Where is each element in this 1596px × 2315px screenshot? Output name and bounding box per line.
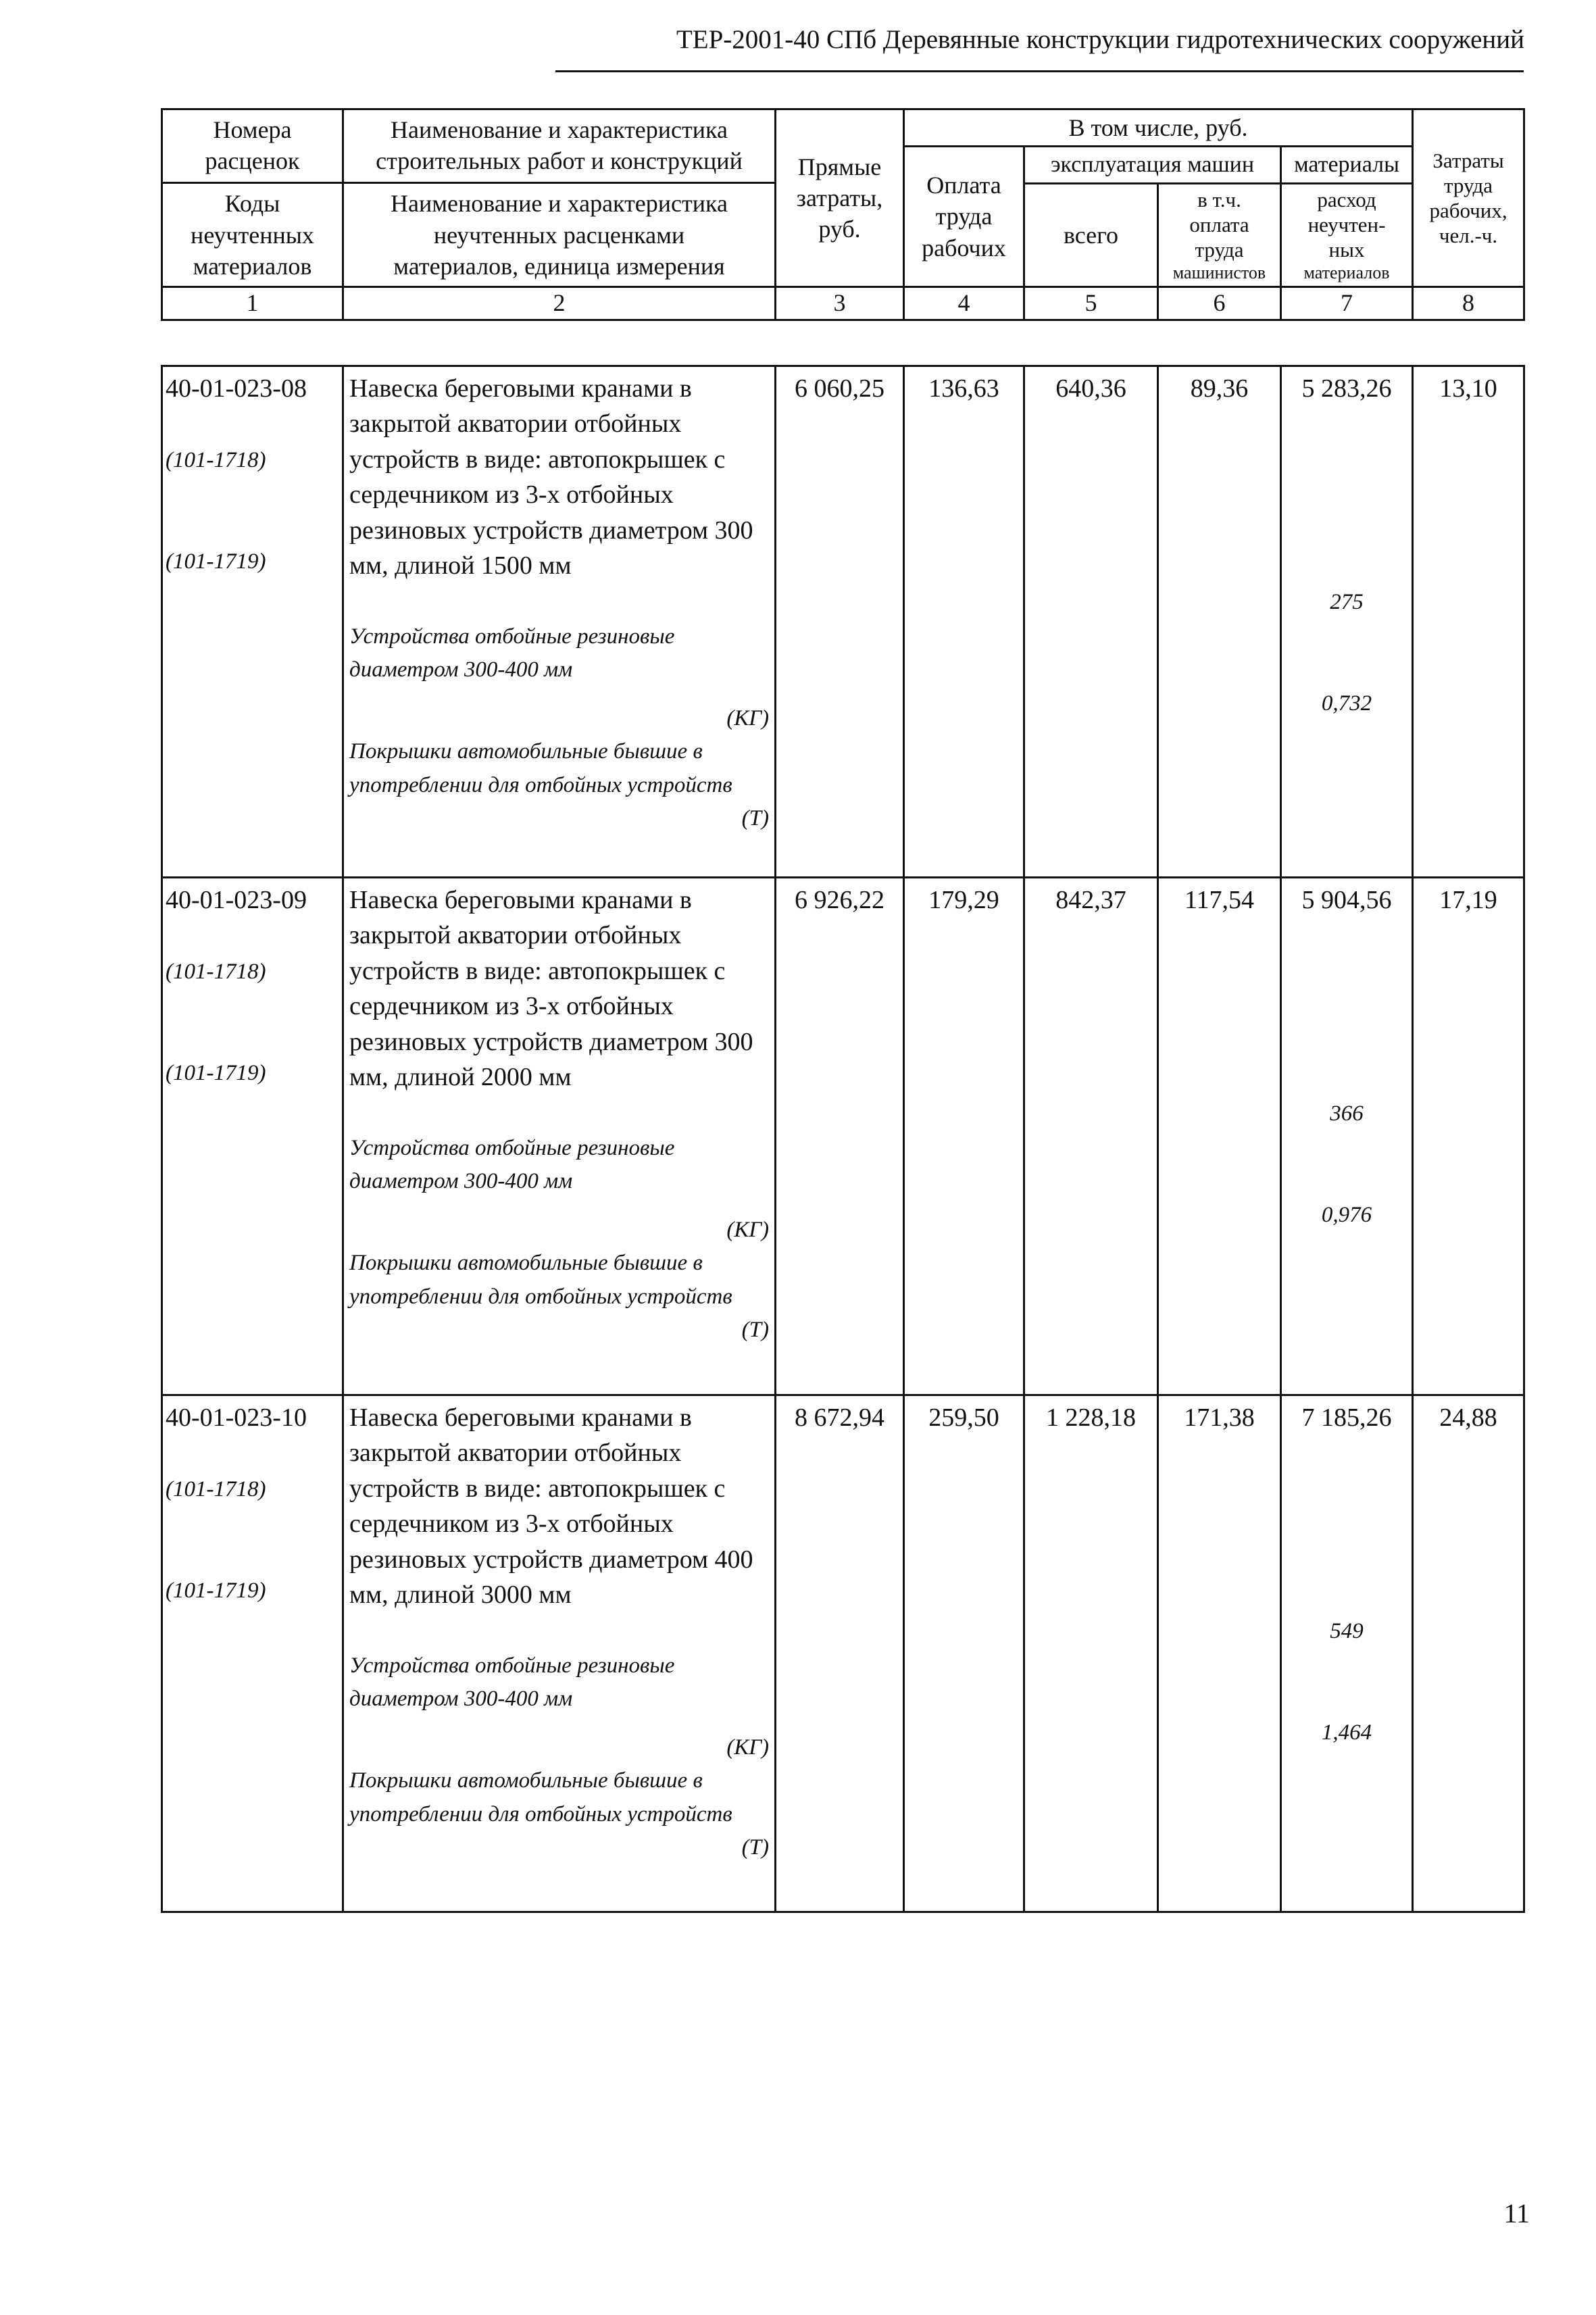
rate-name: Навеска береговыми кранами в закрытой акватории отбойных устройств в виде: автопокрышек с сердечником из 3-х отбойных резиновых устройств диаметром 300 мм, длиной 1500 мм bbox=[349, 374, 753, 580]
rate-name: Навеска береговыми кранами в закрытой акватории отбойных устройств в виде: автопокрышек с сердечником из 3-х отбойных резиновых устройств диаметром 300 мм, длиной 2000 мм bbox=[349, 886, 753, 1092]
labor-pay: 259,50 bbox=[904, 1395, 1024, 1912]
machinists-pay: 89,36 bbox=[1158, 366, 1281, 878]
labor-pay: 179,29 bbox=[904, 878, 1024, 1395]
material-name: Покрышки автомобильные бывшие в употреблении для отбойных устройств bbox=[349, 739, 732, 797]
material-unit: (КГ) bbox=[726, 705, 769, 730]
rate-description-cell bbox=[343, 366, 776, 878]
materials-cell bbox=[1281, 366, 1413, 878]
page-number: 11 bbox=[1503, 2198, 1530, 2229]
labor-hours: 24,88 bbox=[1413, 1395, 1524, 1912]
column-number: 1 bbox=[162, 287, 343, 320]
direct-costs: 8 672,94 bbox=[776, 1395, 904, 1912]
material-amount: 366 bbox=[1330, 1101, 1364, 1126]
header-col-name: Наименование и характеристика строительных работ и конструкций Наименование и характеристика неучтенных расценками материалов, единица измерения bbox=[343, 109, 776, 287]
labor-pay: 136,63 bbox=[904, 366, 1024, 878]
machines-total: 640,36 bbox=[1024, 366, 1158, 878]
table-row bbox=[162, 878, 1524, 1395]
header-col-direct: Прямые затраты, руб. bbox=[776, 109, 904, 287]
materials-cost: 5 904,56 bbox=[1301, 886, 1392, 914]
materials-cell bbox=[1281, 878, 1413, 1395]
materials-cell bbox=[1281, 1395, 1413, 1912]
rate-code-cell bbox=[162, 366, 343, 878]
material-name: Покрышки автомобильные бывшие в употреблении для отбойных устройств bbox=[349, 1251, 732, 1309]
table-header bbox=[161, 108, 1525, 321]
labor-hours: 17,19 bbox=[1413, 878, 1524, 1395]
header-col-machinists: в т.ч. оплата труда машинистов bbox=[1158, 184, 1281, 287]
rates-table bbox=[161, 365, 1525, 1913]
material-name: Устройства отбойные резиновые диаметром 300-400 мм bbox=[349, 1135, 675, 1194]
material-amount: 1,464 bbox=[1321, 1720, 1372, 1745]
material-code: (101-1719) bbox=[166, 549, 266, 574]
rate-code-cell bbox=[162, 1395, 343, 1912]
column-number: 5 bbox=[1024, 287, 1158, 320]
material-amount: 0,976 bbox=[1321, 1202, 1372, 1227]
material-amount: 0,732 bbox=[1321, 691, 1372, 716]
header-group-including: В том числе, руб. bbox=[904, 109, 1413, 147]
column-number: 3 bbox=[776, 287, 904, 320]
materials-cost: 7 185,26 bbox=[1301, 1403, 1392, 1432]
header-col-machines-total: всего bbox=[1024, 184, 1158, 287]
material-code: (101-1718) bbox=[166, 448, 266, 473]
material-name: Устройства отбойные резиновые диаметром 300-400 мм bbox=[349, 624, 675, 682]
material-name: Устройства отбойные резиновые диаметром 300-400 мм bbox=[349, 1653, 675, 1712]
machinists-pay: 171,38 bbox=[1158, 1395, 1281, 1912]
material-code: (101-1719) bbox=[166, 1578, 266, 1603]
header-rule bbox=[555, 70, 1524, 72]
material-amount: 549 bbox=[1330, 1619, 1364, 1644]
column-number: 2 bbox=[343, 287, 776, 320]
column-number: 7 bbox=[1281, 287, 1413, 320]
rate-code: 40-01-023-10 bbox=[166, 1403, 307, 1432]
header-group-machines: эксплуатация машин bbox=[1024, 147, 1281, 184]
material-code: (101-1718) bbox=[166, 1477, 266, 1502]
rate-code: 40-01-023-08 bbox=[166, 374, 307, 403]
column-number: 4 bbox=[904, 287, 1024, 320]
table-row bbox=[162, 366, 1524, 878]
material-unit: (Т) bbox=[741, 806, 769, 831]
header-group-materials: материалы bbox=[1281, 147, 1413, 184]
machinists-pay: 117,54 bbox=[1158, 878, 1281, 1395]
material-unit: (Т) bbox=[741, 1835, 769, 1860]
material-name: Покрышки автомобильные бывшие в употреблении для отбойных устройств bbox=[349, 1768, 732, 1826]
table-row bbox=[162, 1395, 1524, 1912]
column-number: 8 bbox=[1413, 287, 1524, 320]
machines-total: 1 228,18 bbox=[1024, 1395, 1158, 1912]
machines-total: 842,37 bbox=[1024, 878, 1158, 1395]
header-col-labor-hours: Затраты труда рабочих, чел.-ч. bbox=[1413, 109, 1524, 287]
header-col-labor: Оплата труда рабочих bbox=[904, 147, 1024, 287]
rate-code: 40-01-023-09 bbox=[166, 886, 307, 914]
labor-hours: 13,10 bbox=[1413, 366, 1524, 878]
rate-code-cell bbox=[162, 878, 343, 1395]
header-col-materials-use: расход неучтен- ных материалов bbox=[1281, 184, 1413, 287]
rate-description-cell bbox=[343, 1395, 776, 1912]
material-amount: 275 bbox=[1330, 590, 1364, 615]
material-unit: (КГ) bbox=[726, 1217, 769, 1242]
material-unit: (Т) bbox=[741, 1318, 769, 1343]
material-code: (101-1718) bbox=[166, 960, 266, 985]
column-number: 6 bbox=[1158, 287, 1281, 320]
direct-costs: 6 060,25 bbox=[776, 366, 904, 878]
rate-description-cell bbox=[343, 878, 776, 1395]
direct-costs: 6 926,22 bbox=[776, 878, 904, 1395]
document-title: ТЕР-2001-40 СПб Деревянные конструкции гидротехнических сооружений bbox=[676, 25, 1524, 54]
materials-cost: 5 283,26 bbox=[1301, 374, 1392, 403]
material-code: (101-1719) bbox=[166, 1060, 266, 1085]
material-unit: (КГ) bbox=[726, 1735, 769, 1760]
header-col-code: Номера расценок Коды неучтенных материалов bbox=[162, 109, 343, 287]
rate-name: Навеска береговыми кранами в закрытой акватории отбойных устройств в виде: автопокрышек с сердечником из 3-х отбойных резиновых устройств диаметром 400 мм, длиной 3000 мм bbox=[349, 1403, 753, 1610]
